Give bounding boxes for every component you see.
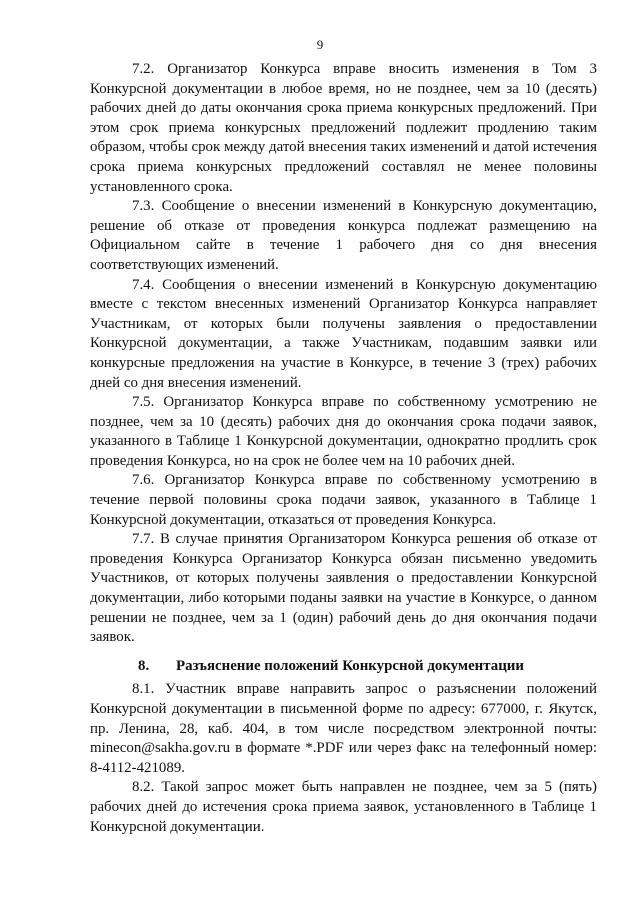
paragraph-7-3: 7.3. Сообщение о внесении изменений в Конкурсную документацию, решение об отказе от проведения конкурса подлежат размещению на Официальном сайте в течение 1 рабочего дня со дня внесения соответствующих изменений. bbox=[90, 198, 597, 273]
paragraph-7-4: 7.4. Сообщения о внесении изменений в Конкурсную документацию вместе с текстом внесенных изменений Организатор Конкурса направляет Участникам, от которых были получены заявления о предоставлении Конкурсной документации, а также Участникам, подавшим заявки или конкурсные предложения на участие в Конкурсе, в течение 3 (трех) рабочих дней со дня внесения изменений. bbox=[90, 276, 597, 391]
paragraph-8-1: 8.1. Участник вправе направить запрос о разъяснении положений Конкурсной документации в письменной форме по адресу: 677000, г. Якутск, пр. Ленина, 28, каб. 404, в том числе посредством электронной почты: minecon@sakha.gov.ru в формате *.PDF или через факс на телефонный номер: 8-4112-421089. bbox=[90, 681, 597, 776]
section-number: 8. bbox=[138, 657, 150, 674]
paragraph-7-6: 7.6. Организатор Конкурса вправе по собственному усмотрению в течение первой половины срока подачи заявок, указанного в Таблице 1 Конкурсной документации, отказаться от проведения Конкурса. bbox=[90, 472, 597, 528]
paragraph-7-7: 7.7. В случае принятия Организатором Конкурса решения об отказе от проведения Конкурса Организатор Конкурса обязан письменно уведомить Участников, от которых получены заявления о предоставлении Конкурсной документации, либо которыми поданы заявки на участие в Конкурсе, о данном решении не позднее, чем за 1 (один) рабочий день до дня окончания подачи заявок. bbox=[90, 531, 597, 646]
paragraph-8-2: 8.2. Такой запрос может быть направлен не позднее, чем за 5 (пять) рабочих дней до истечения срока приема заявок, установленного в Таблице 1 Конкурсной документации. bbox=[90, 779, 597, 835]
page-number: 9 bbox=[316, 37, 324, 52]
section-heading bbox=[90, 657, 597, 677]
section-title: Разъяснение положений Конкурсной документации bbox=[176, 657, 524, 674]
paragraph-7-5: 7.5. Организатор Конкурса вправе по собственному усмотрению не позднее, чем за 10 (десять) рабочих дня до окончания срока подачи заявок, указанного в Таблице 1 Конкурсной документации, однократно продлить срок проведения Конкурса, но на срок не более чем на 10 рабочих дней. bbox=[90, 394, 597, 469]
document-body bbox=[90, 60, 597, 837]
paragraph-7-2: 7.2. Организатор Конкурса вправе вносить изменения в Том 3 Конкурсной документации в любое время, но не позднее, чем за 10 (десять) рабочих дней до даты окончания срока приема конкурсных предложений. При этом срок приема конкурсных предложений подлежит продлению таким образом, чтобы срок между датой внесения таких изменений и датой истечения срока приема конкурсных предложений составлял не менее половины установленного срока. bbox=[90, 61, 597, 195]
